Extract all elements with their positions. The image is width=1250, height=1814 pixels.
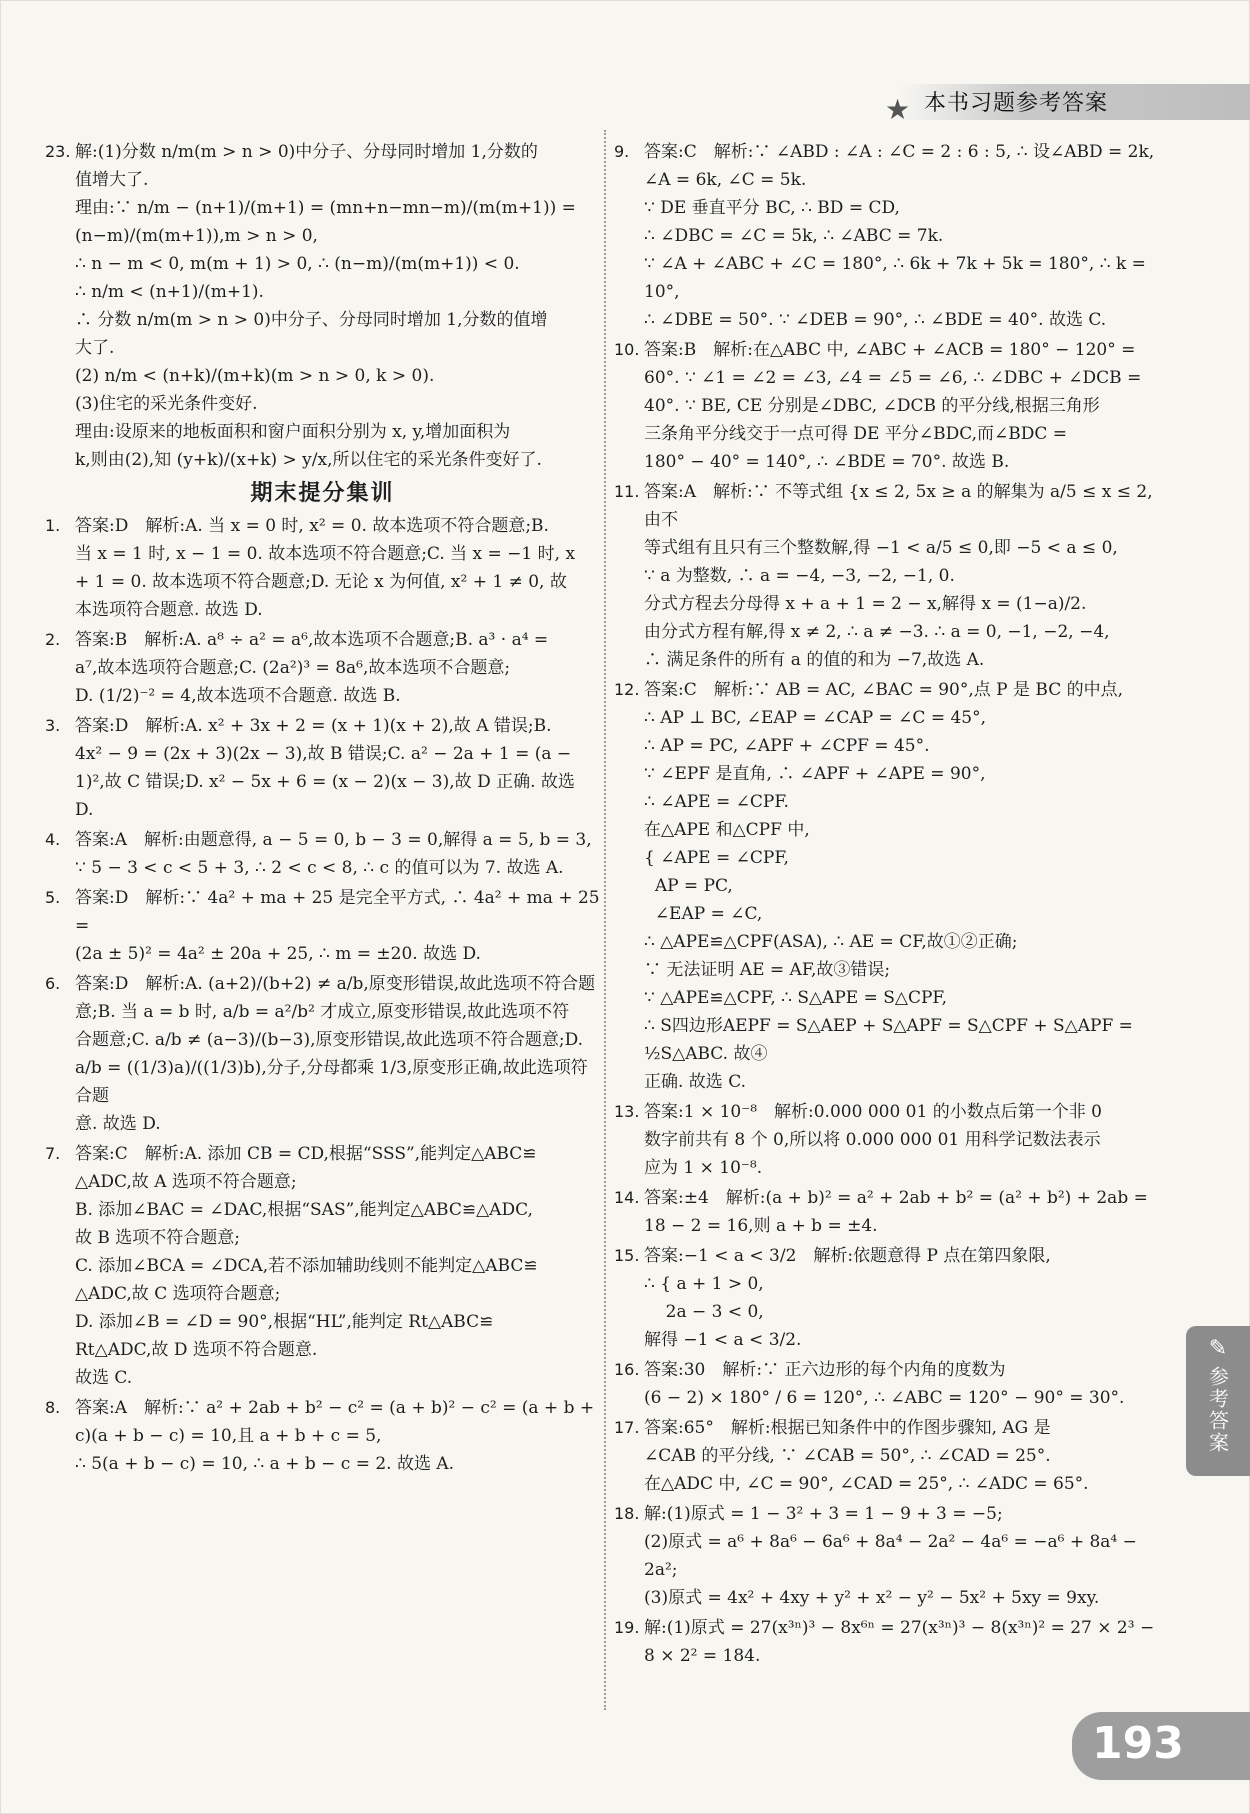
answer-line: 意;B. 当 a = b 时, a/b = a²/b² 才成立,原变形错误,故此选项不符 [75, 1002, 570, 1022]
answer-line: (3)住宅的采光条件变好. [75, 394, 258, 414]
answer-line: C. 添加∠BCA = ∠DCA,若不添加辅助线则不能判定△ABC≌ [75, 1256, 538, 1276]
answer-body [75, 1140, 600, 1392]
answer-line: 答案:−1 < a < 3/2 解析:依题意得 P 点在第四象限, [644, 1246, 1051, 1266]
question-list-b [45, 512, 606, 1478]
answer-line: (2)原式 = a⁶ + 8a⁶ − 6a⁶ + 8a⁴ − 2a² − 4a⁶ = −a⁶ + 8a⁴ − 2a²; [644, 1532, 1143, 1580]
answer-line: ∴ S四边形AEPF = S△AEP + S△APF = S△CPF + S△APF = ½S△ABC. 故④ [644, 1016, 1139, 1064]
answer-line: 答案:30 解析:∵ 正六边形的每个内角的度数为 [644, 1360, 1006, 1380]
answer-line: 4x² − 9 = (2x + 3)(2x − 3),故 B 错误;C. a² − 2a + 1 = (a − [75, 744, 572, 764]
answer-number: 11. [614, 482, 640, 501]
answer-line: 理由:设原来的地板面积和窗户面积分别为 x, y,增加面积为 [75, 422, 511, 442]
answer-line: 故选 C. [75, 1368, 133, 1388]
answer-item [614, 1242, 1166, 1354]
answer-line: △ADC,故 A 选项不符合题意; [75, 1172, 297, 1192]
answer-body [644, 1614, 1166, 1670]
answer-line: AP = PC, [644, 876, 733, 896]
answer-line: 答案:B 解析:在△ABC 中, ∠ABC + ∠ACB = 180° − 120° = [644, 340, 1136, 360]
answer-line: 数字前共有 8 个 0,所以将 0.000 000 01 用科学记数法表示 [644, 1130, 1101, 1150]
answer-line: ∴ △APE≌△CPF(ASA), ∴ AE = CF,故①②正确; [644, 932, 1018, 952]
answer-item [45, 712, 600, 824]
answer-line: B. 添加∠BAC = ∠DAC,根据“SAS”,能判定△ABC≌△ADC, [75, 1200, 533, 1220]
answer-item [45, 884, 606, 968]
answer-line: 180° − 40° = 140°, ∴ ∠BDE = 70°. 故选 B. [644, 452, 1010, 472]
answer-line: D. [75, 800, 94, 820]
answer-line: ∴ ∠APE = ∠CPF. [644, 792, 789, 812]
answer-line: 解:(1)分数 n/m(m > n > 0)中分子、分母同时增加 1,分数的 [75, 142, 538, 162]
answer-line: 2a − 3 < 0, [644, 1302, 764, 1322]
question-list-c [614, 138, 1166, 1670]
answer-line: ∠EAP = ∠C, [644, 904, 763, 924]
answer-item [614, 138, 1166, 334]
answer-number: 6. [45, 974, 61, 993]
answer-number: 2. [45, 630, 61, 649]
answer-line: 大了. [75, 338, 115, 358]
answer-line: 当 x = 1 时, x − 1 = 0. 故本选项不符合题意;C. 当 x = −1 时, x [75, 544, 576, 564]
answer-line: ∵ 无法证明 AE = AF,故③错误; [644, 960, 891, 980]
answer-line: ∵ ∠A + ∠ABC + ∠C = 180°, ∴ 6k + 7k + 5k = 180°, ∴ k = 10°, [644, 254, 1152, 302]
answer-body [644, 1414, 1166, 1498]
answer-line: ∴ AP = PC, ∠APF + ∠CPF = 45°. [644, 736, 930, 756]
answer-body [644, 1098, 1166, 1182]
answer-line: ∴ ∠DBE = 50°. ∵ ∠DEB = 90°, ∴ ∠BDE = 40°. 故选 C. [644, 310, 1107, 330]
answer-line: a/b = ((1/3)a)/((1/3)b),分子,分母都乘 1/3,原变形正确,故此选项符合题 [75, 1058, 588, 1106]
answer-line: ∵ 5 − 3 < c < 5 + 3, ∴ 2 < c < 8, ∴ c 的值可以为 7. 故选 A. [75, 858, 564, 878]
answer-item [45, 138, 600, 474]
answer-line: 意. 故选 D. [75, 1114, 161, 1134]
answer-line: 答案:B 解析:A. a⁸ ÷ a² = a⁶,故本选项不合题意;B. a³ · a⁴ = [75, 630, 549, 650]
answer-line: 应为 1 × 10⁻⁸. [644, 1158, 763, 1178]
answer-line: 答案:D 解析:A. x² + 3x + 2 = (x + 1)(x + 2),故 A 错误;B. [75, 716, 552, 736]
answer-body [75, 712, 600, 824]
answer-line: 答案:A 解析:∵ 不等式组 {x ≤ 2, 5x ≥ a 的解集为 a/5 ≤ x ≤ 2,由不 [644, 482, 1153, 530]
answer-number: 13. [614, 1102, 640, 1121]
answer-item [45, 970, 600, 1138]
answer-number: 17. [614, 1418, 640, 1437]
header-title: 本书习题参考答案 [924, 91, 1109, 116]
answer-body [644, 1500, 1166, 1612]
answer-body [644, 478, 1166, 674]
answer-line: 答案:65° 解析:根据已知条件中的作图步骤知, AG 是 [644, 1418, 1051, 1438]
answer-line: ∴ n/m < (n+1)/(m+1). [75, 282, 264, 302]
answer-number: 8. [45, 1398, 61, 1417]
answer-line: 解得 −1 < a < 3/2. [644, 1330, 802, 1350]
answer-line: D. (1/2)⁻² = 4,故本选项不合题意. 故选 B. [75, 686, 401, 706]
answer-number: 10. [614, 340, 640, 359]
answer-line: 答案:C 解析:A. 添加 CB = CD,根据“SSS”,能判定△ABC≌ [75, 1144, 537, 1164]
answer-line: 答案:1 × 10⁻⁸ 解析:0.000 000 01 的小数点后第一个非 0 [644, 1102, 1102, 1122]
answer-number: 4. [45, 830, 61, 849]
side-tab[interactable] [1186, 1326, 1250, 1476]
answer-line: 答案:D 解析:A. 当 x = 0 时, x² = 0. 故本选项不符合题意;B. [75, 516, 549, 536]
answer-line: 值增大了. [75, 170, 149, 190]
answer-line: 在△ADC 中, ∠C = 90°, ∠CAD = 25°, ∴ ∠ADC = 65°. [644, 1474, 1089, 1494]
answer-number: 5. [45, 888, 61, 907]
answer-line: 答案:A 解析:∵ a² + 2ab + b² − c² = (a + b)² − c² = (a + b + [75, 1398, 595, 1418]
answer-line: 40°. ∵ BE, CE 分别是∠DBC, ∠DCB 的平分线,根据三角形 [644, 396, 1100, 416]
answer-body [75, 138, 600, 474]
answer-body [644, 138, 1166, 334]
answer-body [75, 826, 600, 882]
answer-line: ∵ ∠EPF 是直角, ∴ ∠APF + ∠APE = 90°, [644, 764, 986, 784]
answer-line: (2) n/m < (n+k)/(m+k)(m > n > 0, k > 0). [75, 366, 435, 386]
answer-line: 故 B 选项不符合题意; [75, 1228, 241, 1248]
answer-item [614, 1500, 1166, 1612]
answer-line: 答案:A 解析:由题意得, a − 5 = 0, b − 3 = 0,解得 a = 5, b = 3, [75, 830, 592, 850]
answer-body [75, 884, 606, 968]
answer-line: 1)²,故 C 错误;D. x² − 5x + 6 = (x − 2)(x − 3),故 D 正确. 故选 [75, 772, 575, 792]
answer-line: c)(a + b − c) = 10,且 a + b + c = 5, [75, 1426, 382, 1446]
answer-line: 60°. ∵ ∠1 = ∠2 = ∠3, ∠4 = ∠5 = ∠6, ∴ ∠DBC + ∠DCB = [644, 368, 1142, 388]
answer-line: 答案:C 解析:∵ ∠ABD : ∠A : ∠C = 2 : 6 : 5, ∴ 设∠ABD = 2k, [644, 142, 1155, 162]
answer-item [614, 1614, 1166, 1670]
answer-line: (6 − 2) × 180° / 6 = 120°, ∴ ∠ABC = 120° − 90° = 30°. [644, 1388, 1125, 1408]
answer-line: 答案:C 解析:∵ AB = AC, ∠BAC = 90°,点 P 是 BC 的中点, [644, 680, 1124, 700]
answer-line: △ADC,故 C 选项符合题意; [75, 1284, 281, 1304]
answer-line: ∠A = 6k, ∠C = 5k. [644, 170, 807, 190]
side-tab-label: 参考答案 [1205, 1366, 1230, 1454]
answer-line: { ∠APE = ∠CPF, [644, 848, 789, 868]
answer-body [644, 336, 1166, 476]
answer-number: 15. [614, 1246, 640, 1265]
answer-line: (2a ± 5)² = 4a² ± 20a + 25, ∴ m = ±20. 故选 D. [75, 944, 481, 964]
answer-item [614, 1098, 1166, 1182]
answer-item [614, 676, 1166, 1096]
section-title: 期末提分集训 [250, 481, 395, 506]
answer-line: 合题意;C. a/b ≠ (a−3)/(b−3),原变形错误,故此选项不符合题意;D. [75, 1030, 584, 1050]
answer-body [644, 676, 1166, 1096]
answer-number: 18. [614, 1504, 640, 1523]
answer-number: 1. [45, 516, 61, 535]
answer-line: 解:(1)原式 = 1 − 3² + 3 = 1 − 9 + 3 = −5; [644, 1504, 1003, 1524]
answer-line: 答案:D 解析:A. (a+2)/(b+2) ≠ a/b,原变形错误,故此选项不符合题 [75, 974, 596, 994]
answer-line: ∵ a 为整数, ∴ a = −4, −3, −2, −1, 0. [644, 566, 955, 586]
answer-line: ∴ n − m < 0, m(m + 1) > 0, ∴ (n−m)/(m(m+1)) < 0. [75, 254, 520, 274]
answer-line: ∴ { a + 1 > 0, [644, 1274, 764, 1294]
answer-number: 9. [614, 142, 630, 161]
answer-line: ∴ ∠DBC = ∠C = 5k, ∴ ∠ABC = 7k. [644, 226, 944, 246]
answer-number: 19. [614, 1618, 640, 1637]
answer-line: ∴ 分数 n/m(m > n > 0)中分子、分母同时增加 1,分数的值增 [75, 310, 548, 330]
answer-number: 3. [45, 716, 61, 735]
answer-number: 14. [614, 1188, 640, 1207]
left-column [45, 138, 606, 1480]
answer-line: + 1 = 0. 故本选项不符合题意;D. 无论 x 为何值, x² + 1 ≠ 0, 故 [75, 572, 567, 592]
answer-body [644, 1356, 1166, 1412]
answer-line: 解:(1)原式 = 27(x³ⁿ)³ − 8x⁶ⁿ = 27(x³ⁿ)³ − 8(x³ⁿ)² = 27 × 2³ − [644, 1618, 1155, 1638]
answer-item [614, 336, 1166, 476]
answer-line: 正确. 故选 C. [644, 1072, 747, 1092]
answer-line: ∵ DE 垂直平分 BC, ∴ BD = CD, [644, 198, 900, 218]
answer-body [75, 626, 600, 710]
answer-line: 理由:∵ n/m − (n+1)/(m+1) = (mn+n−mn−m)/(m(m+1)) = (n−m)/(m(m+1)),m > n > 0, [75, 198, 582, 246]
answer-line: ∠CAB 的平分线, ∵ ∠CAB = 50°, ∴ ∠CAD = 25°. [644, 1446, 1051, 1466]
answer-line: ∴ 5(a + b − c) = 10, ∴ a + b − c = 2. 故选 A. [75, 1454, 455, 1474]
answer-body [644, 1242, 1166, 1354]
answer-body [75, 970, 600, 1138]
column-divider [604, 130, 606, 1710]
answer-line: 答案:D 解析:∵ 4a² + ma + 25 是完全平方式, ∴ 4a² + ma + 25 = [75, 888, 606, 936]
answer-item [45, 626, 600, 710]
answer-line: 本选项符合题意. 故选 D. [75, 600, 263, 620]
answer-number: 12. [614, 680, 640, 699]
answer-line: 分式方程去分母得 x + a + 1 = 2 − x,解得 x = (1−a)/2. [644, 594, 1087, 614]
bookmark-icon: ✎ [1208, 1336, 1228, 1361]
answer-body [644, 1184, 1166, 1240]
answer-item [614, 1356, 1166, 1412]
answer-line: 答案:±4 解析:(a + b)² = a² + 2ab + b² = (a² + b²) + 2ab = [644, 1188, 1148, 1208]
answer-number: 16. [614, 1360, 640, 1379]
answer-line: 18 − 2 = 16,则 a + b = ±4. [644, 1216, 878, 1236]
answer-line: ∵ △APE≌△CPF, ∴ S△APE = S△CPF, [644, 988, 947, 1008]
answer-number: 23. [45, 142, 71, 161]
answer-number: 7. [45, 1144, 61, 1163]
answer-line: ∴ 满足条件的所有 a 的值的和为 −7,故选 A. [644, 650, 985, 670]
answer-line: D. 添加∠B = ∠D = 90°,根据“HL”,能判定 Rt△ABC≌ [75, 1312, 494, 1332]
answer-line: 由分式方程有解,得 x ≠ 2, ∴ a ≠ −3. ∴ a = 0, −1, −2, −4, [644, 622, 1110, 642]
answer-body [75, 512, 600, 624]
right-column [614, 138, 1166, 1672]
answer-line: a⁷,故本选项符合题意;C. (2a²)³ = 8a⁶,故本选项不合题意; [75, 658, 511, 678]
answer-line: 三条角平分线交于一点可得 DE 平分∠BDC,而∠BDC = [644, 424, 1068, 444]
answer-item [45, 826, 600, 882]
answer-line: ∴ AP ⊥ BC, ∠EAP = ∠CAP = ∠C = 45°, [644, 708, 987, 728]
answer-item [614, 478, 1166, 674]
answer-item [614, 1184, 1166, 1240]
answer-line: 在△APE 和△CPF 中, [644, 820, 810, 840]
star-icon: ★ [885, 93, 911, 126]
answer-item [45, 512, 600, 624]
answer-line: 等式组有且只有三个整数解,得 −1 < a/5 ≤ 0,即 −5 < a ≤ 0, [644, 538, 1118, 558]
answer-line: (3)原式 = 4x² + 4xy + y² + x² − y² − 5x² + 5xy = 9xy. [644, 1588, 1100, 1608]
answer-item [45, 1140, 600, 1392]
answer-line: k,则由(2),知 (y+k)/(x+k) > y/x,所以住宅的采光条件变好了. [75, 450, 542, 470]
answer-line: 8 × 2² = 184. [644, 1646, 761, 1666]
answer-item [45, 1394, 600, 1478]
question-list-a [45, 138, 600, 474]
answer-item [614, 1414, 1166, 1498]
page-number: 193 [1092, 1718, 1184, 1769]
answer-body [75, 1394, 600, 1478]
answer-line: Rt△ADC,故 D 选项不符合题意. [75, 1340, 318, 1360]
